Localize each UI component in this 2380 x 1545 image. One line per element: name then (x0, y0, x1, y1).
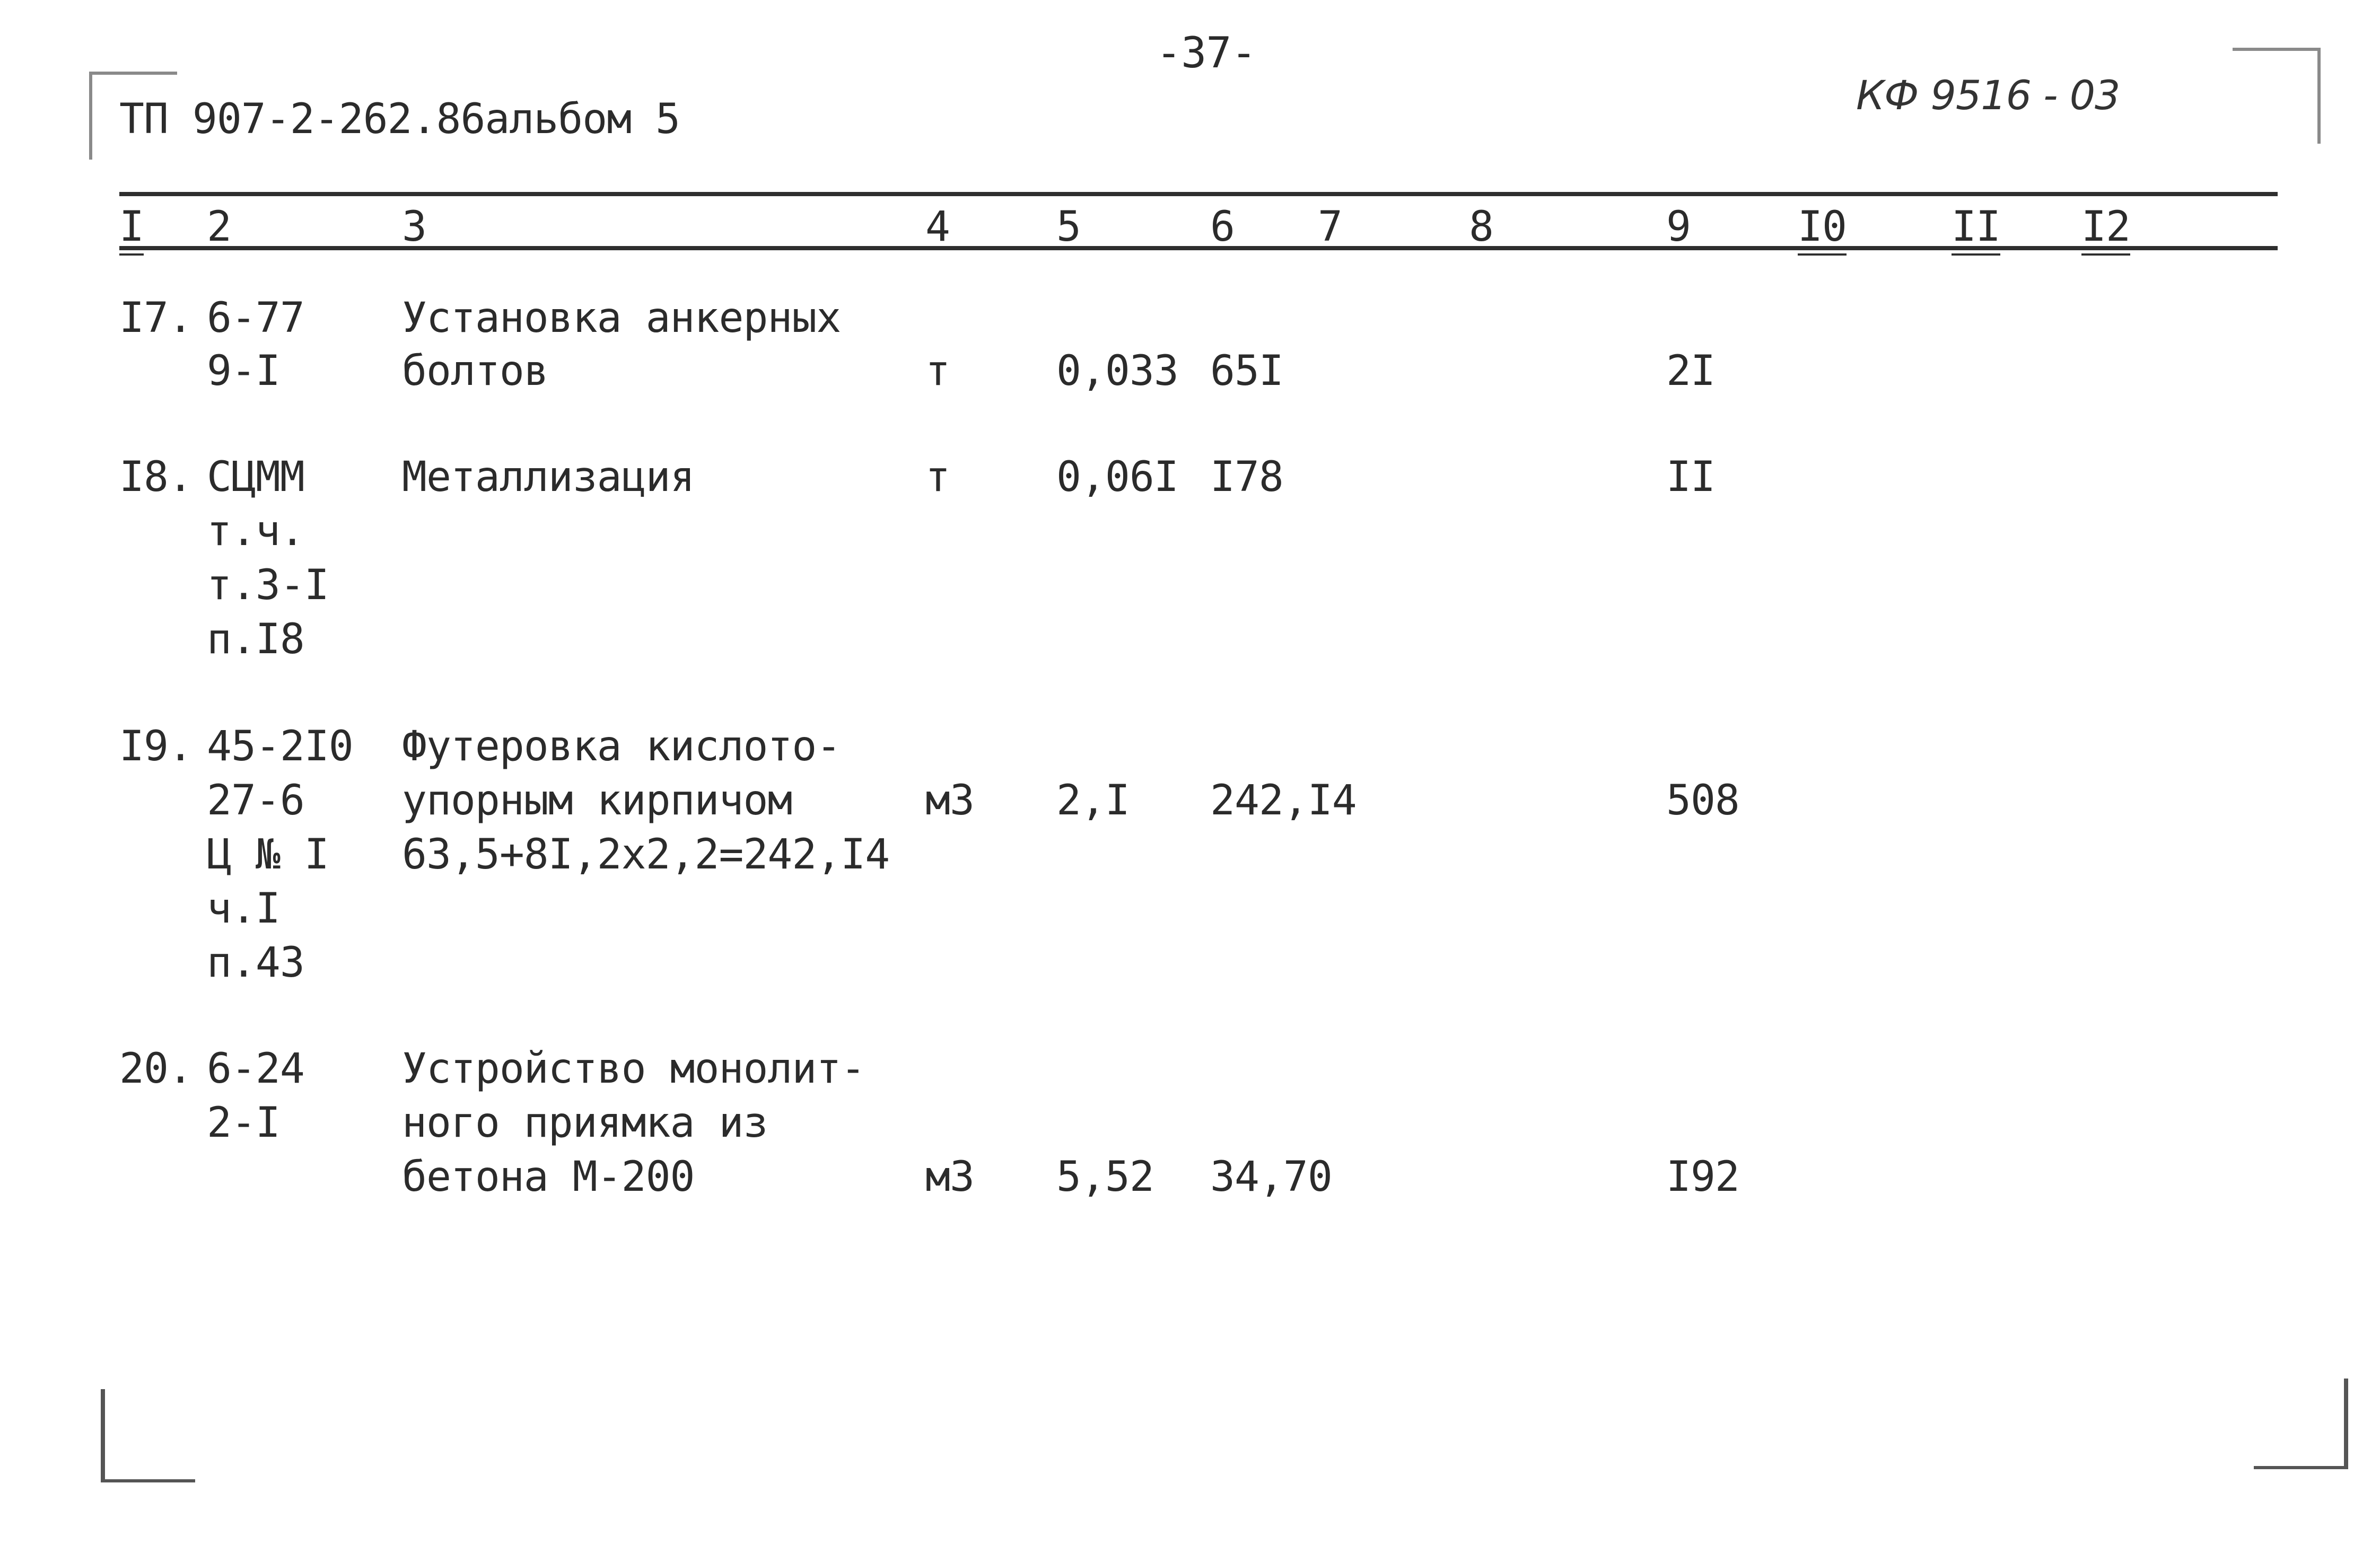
rate-code-line: 27-6 (207, 777, 304, 824)
rate-code-line: п.43 (207, 939, 304, 987)
rate-code-line: п.I8 (207, 616, 304, 663)
column-header: 4 (925, 203, 950, 251)
row-number: I8. (119, 453, 192, 501)
work-name-line: Металлизация (402, 453, 695, 501)
column-header: I (119, 200, 144, 256)
quantity: 5,52 (1056, 1153, 1154, 1201)
rate-code-line: СЦММ (207, 453, 304, 501)
column-header: 8 (1469, 203, 1493, 251)
work-name-line: бетона М-200 (402, 1153, 695, 1201)
unit: т (925, 453, 950, 501)
work-name-line: болтов (402, 347, 548, 395)
row-number: 20. (119, 1045, 192, 1093)
column-header: 5 (1056, 203, 1081, 251)
rate-code-line: 6-77 (207, 294, 304, 342)
unit: м3 (925, 1153, 974, 1201)
table-top-rule (119, 192, 2278, 196)
rate-code-line: 6-24 (207, 1045, 304, 1093)
sheet-code: КФ 9516 - 03 (1856, 72, 2120, 119)
work-name-line: Установка анкерных (402, 294, 841, 342)
rate-code-line: т.3-I (207, 561, 329, 609)
row-number: I7. (119, 294, 192, 342)
unit-price: 242,I4 (1210, 777, 1357, 824)
unit-price: 34,70 (1210, 1153, 1332, 1201)
rate-code-line: Ц № I (207, 831, 329, 879)
frame-corner-top-right (2233, 48, 2321, 144)
total-cost: II (1666, 453, 1715, 501)
total-cost: 2I (1666, 347, 1715, 395)
quantity: 2,I (1056, 777, 1130, 824)
column-header: II (1952, 200, 2000, 256)
unit: м3 (925, 777, 974, 824)
rate-code-line: 9-I (207, 347, 280, 395)
total-cost: 508 (1666, 777, 1739, 824)
column-header: 2 (207, 203, 231, 251)
unit-price: I78 (1210, 453, 1283, 501)
rate-code-line: ч.I (207, 885, 280, 933)
work-name-line: 63,5+8I,2x2,2=242,I4 (402, 831, 890, 879)
row-number: I9. (119, 723, 192, 770)
quantity: 0,06I (1056, 453, 1178, 501)
frame-corner-bottom-right (2254, 1379, 2348, 1469)
column-header: 7 (1318, 203, 1342, 251)
rate-code-line: 45-2I0 (207, 723, 353, 770)
column-header: I0 (1798, 200, 1847, 256)
column-header: 9 (1666, 203, 1691, 251)
rate-code-line: т.ч. (207, 507, 304, 555)
quantity: 0,033 (1056, 347, 1178, 395)
document-code: ТП 907-2-262.86альбом 5 (119, 95, 680, 143)
column-header: 3 (402, 203, 426, 251)
unit-price: 65I (1210, 347, 1283, 395)
rate-code-line: 2-I (207, 1099, 280, 1147)
page-number: -37- (1156, 28, 1256, 77)
total-cost: I92 (1666, 1153, 1739, 1201)
frame-corner-bottom-left (101, 1389, 195, 1482)
work-name-line: Устройство монолит- (402, 1045, 865, 1093)
work-name-line: ного приямка из (402, 1099, 768, 1147)
column-header: 6 (1210, 203, 1235, 251)
column-header: I2 (2081, 200, 2130, 256)
work-name-line: упорным кирпичом (402, 777, 792, 824)
work-name-line: Футеровка кислото- (402, 723, 841, 770)
unit: т (925, 347, 950, 395)
